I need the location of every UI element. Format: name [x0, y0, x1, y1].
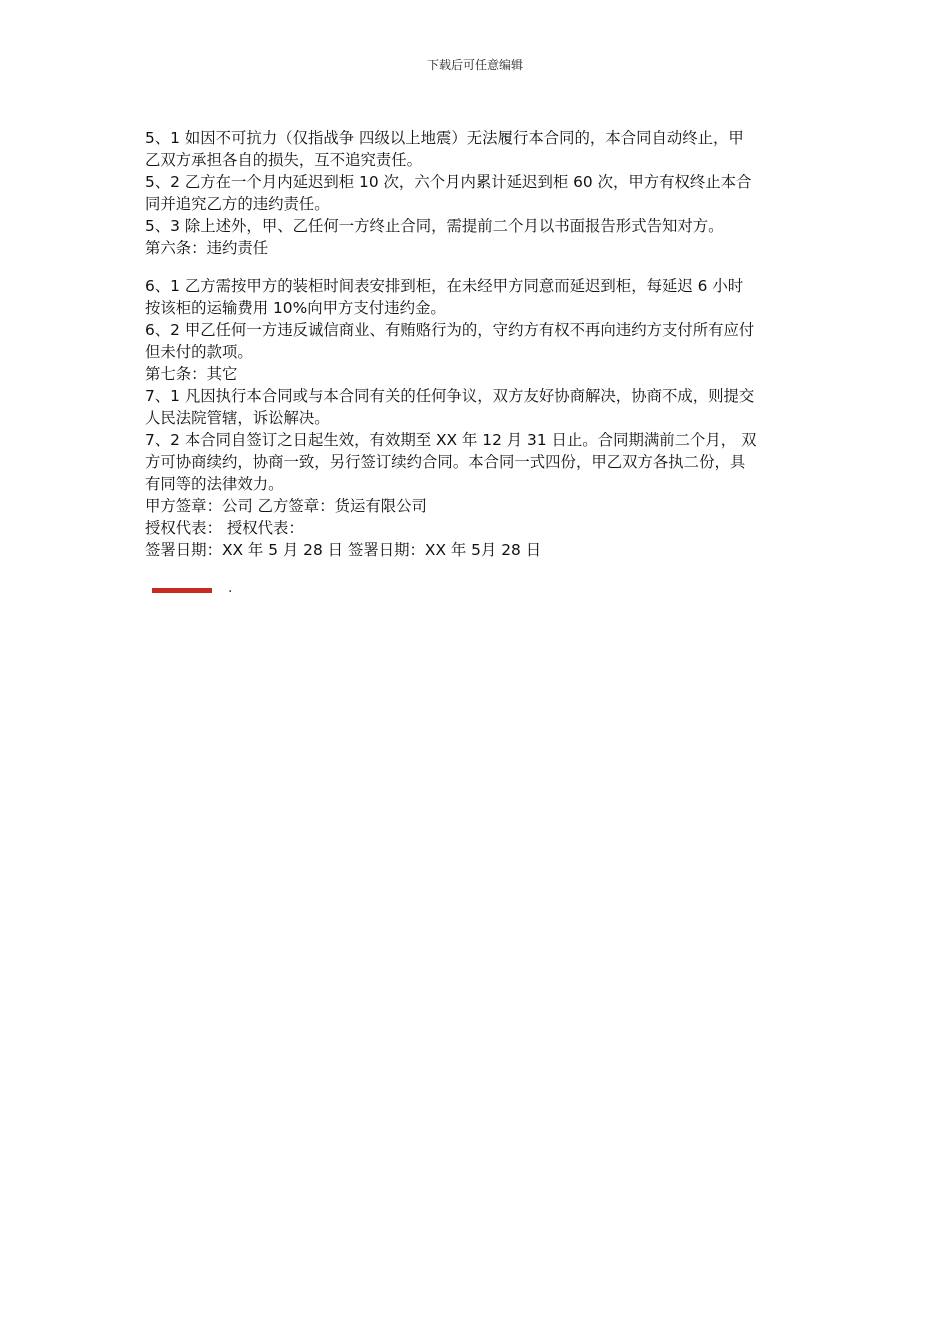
clause-5-1-line-2: 乙双方承担各自的损失，互不追究责任。: [145, 151, 423, 169]
footer-decorative-bar: [152, 588, 212, 593]
clause-7-2-line-3: 有同等的法律效力。: [145, 475, 284, 493]
clause-6-1-line-1: 6、1 乙方需按甲方的装柜时间表安排到柜，在未经甲方同意而延迟到柜，每延迟 6 小时: [145, 277, 744, 295]
page-header: 下载后可任意编辑: [426, 58, 523, 72]
paragraph-gap: [145, 259, 810, 275]
clause-7-2-line-1: 7、2 本合同自签订之日起生效，有效期至 XX 年 12 月 31 日止。合同期满前二个月， 双: [145, 431, 757, 449]
section-6-heading: 第六条：违约责任: [145, 239, 269, 257]
clause-5-1-line-1: 5、1 如因不可抗力（仅指战争 四级以上地震）无法履行本合同的，本合同自动终止，甲: [145, 129, 744, 147]
clause-6-2-line-1: 6、2 甲乙任何一方违反诚信商业、有贿赂行为的，守约方有权不再向违约方支付所有应付: [145, 321, 755, 339]
clause-5-2-line-1: 5、2 乙方在一个月内延迟到柜 10 次，六个月内累计延迟到柜 60 次，甲方有权终止本合: [145, 173, 752, 191]
clause-6-1-line-2: 按该柜的运输费用 10%向甲方支付违约金。: [145, 299, 446, 317]
section-7-heading: 第七条：其它: [145, 365, 238, 383]
signing-date-line: 签署日期：XX 年 5 月 28 日 签署日期：XX 年 5月 28 日: [145, 541, 542, 559]
clause-5-3-line-1: 5、3 除上述外，甲、乙任何一方终止合同，需提前二个月以书面报告形式告知对方。: [145, 217, 724, 235]
document-body: [145, 127, 810, 561]
clause-5-2-line-2: 同并追究乙方的违约责任。: [145, 195, 330, 213]
clause-7-1-line-2: 人民法院管辖，诉讼解决。: [145, 409, 330, 427]
clause-7-2-line-2: 方可协商续约，协商一致，另行签订续约合同。本合同一式四份，甲乙双方各执二份，具: [145, 453, 746, 471]
clause-6-2-line-2: 但未付的款项。: [145, 343, 253, 361]
signature-line: 甲方签章：公司 乙方签章：货运有限公司: [145, 497, 427, 515]
clause-7-1-line-1: 7、1 凡因执行本合同或与本合同有关的任何争议，双方友好协商解决，协商不成，则提交: [145, 387, 755, 405]
footer-dot: .: [228, 580, 233, 596]
authorized-representative-line: 授权代表： 授权代表：: [145, 519, 304, 537]
